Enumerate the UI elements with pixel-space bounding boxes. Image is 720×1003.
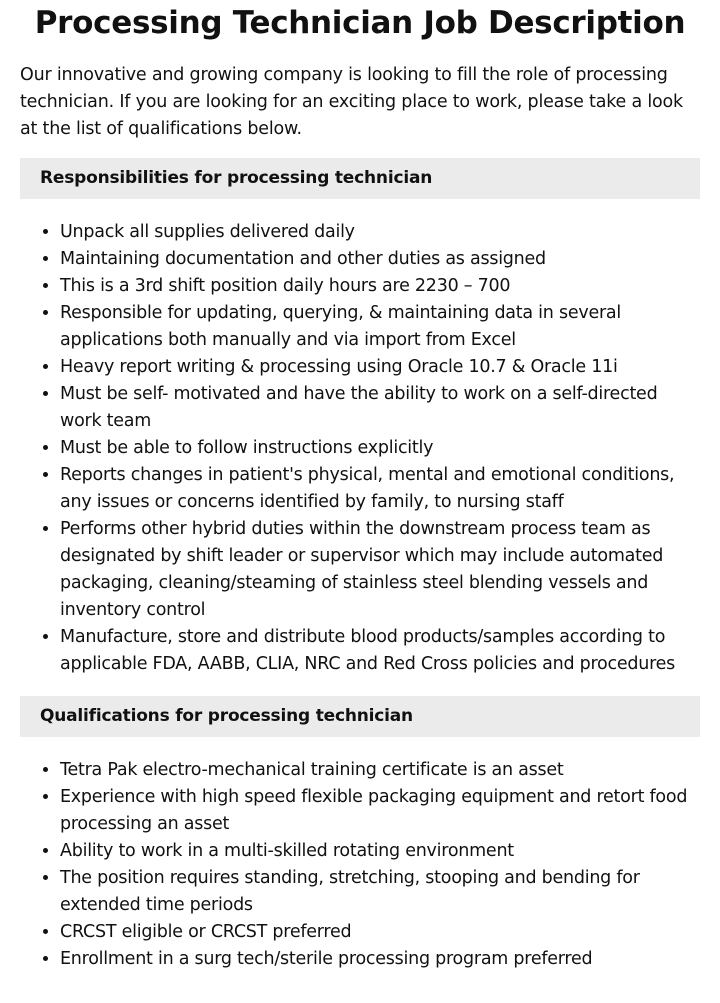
- list-item: • Maintaining documentation and other duties as assigned: [60, 246, 700, 273]
- list-item: • Must be able to follow instructions explicitly: [60, 435, 700, 462]
- list-item: • This is a 3rd shift position daily hours are 2230 – 700: [60, 273, 700, 300]
- qualifications-heading: Qualifications for processing technician: [20, 696, 700, 737]
- list-item: • Ability to work in a multi-skilled rotating environment: [60, 838, 700, 865]
- list-item: • CRCST eligible or CRCST preferred: [60, 919, 700, 946]
- responsibilities-heading: Responsibilities for processing technician: [20, 158, 700, 199]
- intro-paragraph: Our innovative and growing company is looking to fill the role of processing technician. If you are looking for an exciting place to work, please take a look at the list of qualifications below.: [20, 65, 683, 139]
- list-item: • Must be self- motivated and have the ability to work on a self-directed work team: [60, 381, 700, 435]
- page-title: Processing Technician Job Description: [34, 5, 686, 41]
- list-item: • Experience with high speed flexible packaging equipment and retort food processing an asset: [60, 784, 700, 838]
- list-item: • Unpack all supplies delivered daily: [60, 219, 700, 246]
- list-item: • Performs other hybrid duties within the downstream process team as designated by shift leader or supervisor which may include automated packaging, cleaning/steaming of stainless steel blending vessels and inventory control: [60, 516, 700, 624]
- list-item: • Heavy report writing & processing using Oracle 10.7 & Oracle 11i: [60, 354, 700, 381]
- qualifications-list: [20, 757, 700, 973]
- list-item: • Enrollment in a surg tech/sterile processing program preferred: [60, 946, 700, 973]
- responsibilities-list: [20, 219, 700, 678]
- list-item: • Tetra Pak electro-mechanical training certificate is an asset: [60, 757, 700, 784]
- list-item: • The position requires standing, stretching, stooping and bending for extended time periods: [60, 865, 700, 919]
- list-item: • Responsible for updating, querying, & maintaining data in several applications both manually and via import from Excel: [60, 300, 700, 354]
- list-item: • Manufacture, store and distribute blood products/samples according to applicable FDA, AABB, CLIA, NRC and Red Cross policies and procedures: [60, 624, 700, 678]
- list-item: • Reports changes in patient's physical, mental and emotional conditions, any issues or concerns identified by family, to nursing staff: [60, 462, 700, 516]
